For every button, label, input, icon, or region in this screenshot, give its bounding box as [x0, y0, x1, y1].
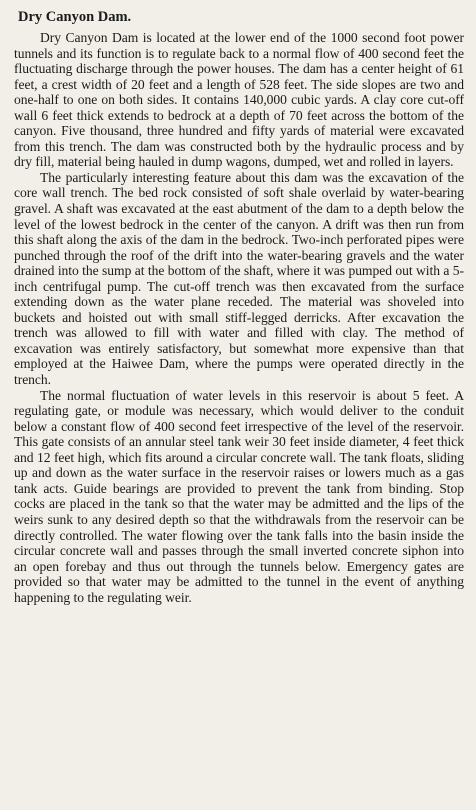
paragraph-core-wall-excavation: The particularly interesting feature about this dam was the excavation of the core wall trench. The bed rock consisted of soft shale overlaid by water-bearing gravel. A shaft was excavated at the east abutment of the dam to a depth below the level of the lowest bedrock in the center of the canyon. A drift was then run from this shaft along the axis of the dam in the bedrock. Two-inch perforated pipes were punched through the roof of the drift into the water-bearing gravels and the water drained into the sump at the bottom of the shaft, where it was pumped out with a 5-inch centrifugal pump. The cut-off trench was then excavated from the surface extending down as the water plane receded. The material was shoveled into buckets and hoisted out with small stiff-legged derricks. After excavation the trench was allowed to fill with water and filled with clay. The method of excavation was entirely satisfactory, but somewhat more expensive than that employed at the Haiwee Dam, where the pumps were operated directly in the trench.	[14, 169, 464, 388]
paragraph-dam-description: Dry Canyon Dam is located at the lower end of the 1000 second foot power tunnels and its function is to regulate back to a normal flow of 400 second feet the fluctuating discharge through the power houses. The dam has a center height of 61 feet, a crest width of 20 feet and a length of 528 feet. The side slopes are two and one-half to one on both sides. It contains 140,000 cubic yards. A clay core cut-off wall 6 feet thick extends to bedrock at a depth of 70 feet across the bottom of the canyon. Five thousand, three hundred and fifty yards of material were excavated from this trench. The dam was constructed both by the hydraulic process and by dry fill, material being hauled in dump wagons, dumped, wet and rolled in layers.	[14, 30, 464, 170]
paragraph-regulating-gate: The normal fluctuation of water levels in this reservoir is about 5 feet. A regulating gate, or module was necessary, which would deliver to the conduit below a constant flow of 400 second feet irrespective of the level of the reservoir. This gate consists of an annular steel tank weir 30 feet inside diameter, 4 feet thick and 12 feet high, which fits around a circular concrete wall. The tank floats, sliding up and down as the water surface in the reservoir raises or lowers much as a gas tank acts. Guide bearings are provided to prevent the tank from binding. Stop cocks are placed in the tank so that the water may be admitted and the lips of the weirs sunk to any desired depth so that the withdrawals from the reservoir can be directly controlled. The water flowing over the tank falls into the basin inside the circular concrete wall and passes through the small inverted concrete siphon into an open forebay and thus out through the tunnels below. Emergency gates are provided so that water may be admitted to the tunnel in the event of anything happening to the regulating weir.	[14, 387, 464, 605]
section-heading: Dry Canyon Dam.	[18, 9, 132, 25]
